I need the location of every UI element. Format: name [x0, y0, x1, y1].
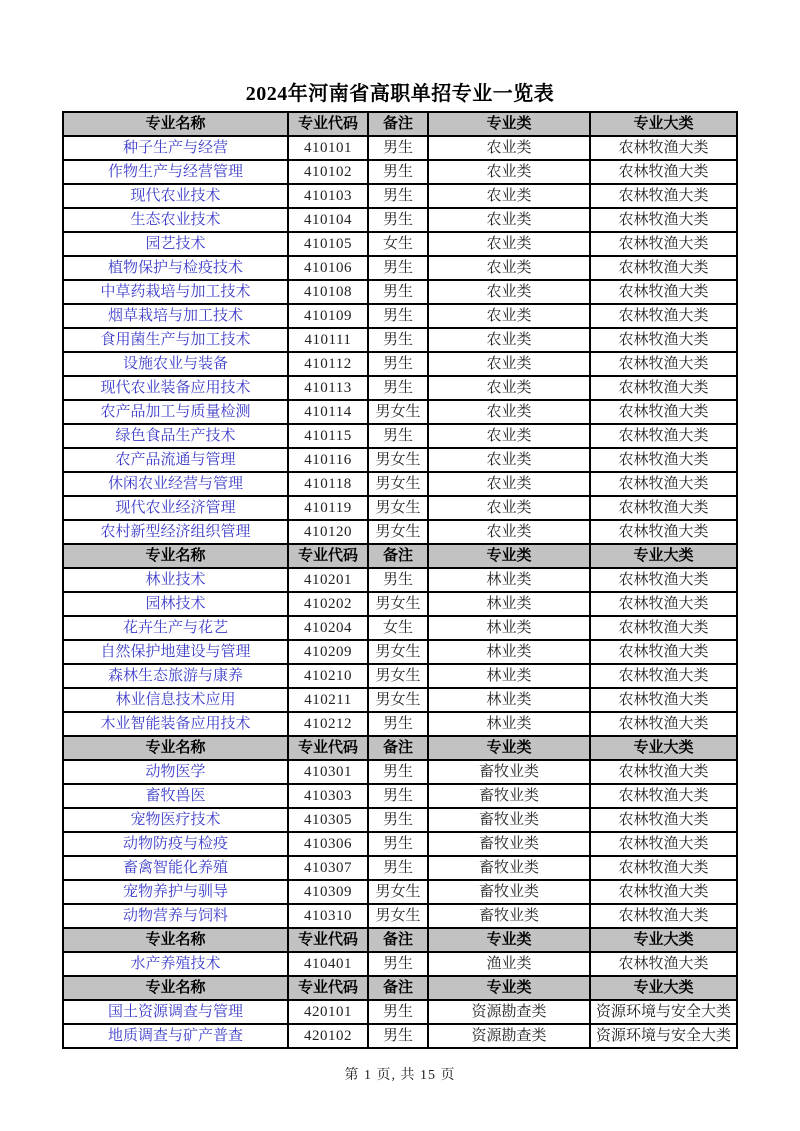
- note-cell: 男生: [368, 376, 428, 400]
- column-header-name: 专业名称: [63, 112, 288, 136]
- code-cell: 410310: [288, 904, 368, 928]
- code-cell: 420102: [288, 1024, 368, 1048]
- name-cell: 动物防疫与检疫: [63, 832, 288, 856]
- table-row: [63, 664, 737, 688]
- note-cell: 男女生: [368, 640, 428, 664]
- column-header-group: 专业大类: [590, 544, 737, 568]
- table-row: [63, 472, 737, 496]
- column-header-note: 备注: [368, 976, 428, 1000]
- group-cell: 农林牧渔大类: [590, 160, 737, 184]
- column-header-group: 专业大类: [590, 928, 737, 952]
- note-cell: 男生: [368, 208, 428, 232]
- code-cell: 410307: [288, 856, 368, 880]
- table-row: [63, 1024, 737, 1048]
- table-row: [63, 952, 737, 976]
- category-cell: 林业类: [428, 712, 590, 736]
- table-row: [63, 568, 737, 592]
- code-cell: 410101: [288, 136, 368, 160]
- code-cell: 410306: [288, 832, 368, 856]
- column-header-name: 专业名称: [63, 736, 288, 760]
- code-cell: 410118: [288, 472, 368, 496]
- category-cell: 畜牧业类: [428, 904, 590, 928]
- column-header-category: 专业类: [428, 112, 590, 136]
- code-cell: 410204: [288, 616, 368, 640]
- column-header-group: 专业大类: [590, 112, 737, 136]
- name-cell: 休闲农业经营与管理: [63, 472, 288, 496]
- name-cell: 水产养殖技术: [63, 952, 288, 976]
- note-cell: 男女生: [368, 880, 428, 904]
- code-cell: 410120: [288, 520, 368, 544]
- category-cell: 农业类: [428, 448, 590, 472]
- name-cell: 花卉生产与花艺: [63, 616, 288, 640]
- name-cell: 木业智能装备应用技术: [63, 712, 288, 736]
- table-row: [63, 376, 737, 400]
- name-cell: 作物生产与经营管理: [63, 160, 288, 184]
- group-cell: 农林牧渔大类: [590, 352, 737, 376]
- table-row: [63, 688, 737, 712]
- category-cell: 农业类: [428, 376, 590, 400]
- category-cell: 农业类: [428, 328, 590, 352]
- table-row: [63, 1000, 737, 1024]
- code-cell: 410119: [288, 496, 368, 520]
- group-cell: 资源环境与安全大类: [590, 1000, 737, 1024]
- category-cell: 资源勘查类: [428, 1000, 590, 1024]
- table-row: [63, 352, 737, 376]
- name-cell: 地质调查与矿产普查: [63, 1024, 288, 1048]
- table-row: [63, 640, 737, 664]
- code-cell: 410209: [288, 640, 368, 664]
- category-cell: 农业类: [428, 280, 590, 304]
- column-header-category: 专业类: [428, 928, 590, 952]
- group-cell: 农林牧渔大类: [590, 616, 737, 640]
- name-cell: 中草药栽培与加工技术: [63, 280, 288, 304]
- category-cell: 农业类: [428, 400, 590, 424]
- category-cell: 农业类: [428, 304, 590, 328]
- code-cell: 410115: [288, 424, 368, 448]
- note-cell: 男生: [368, 568, 428, 592]
- code-cell: 410109: [288, 304, 368, 328]
- category-cell: 畜牧业类: [428, 760, 590, 784]
- category-cell: 畜牧业类: [428, 784, 590, 808]
- category-cell: 农业类: [428, 424, 590, 448]
- column-header-note: 备注: [368, 544, 428, 568]
- code-cell: 410106: [288, 256, 368, 280]
- category-cell: 农业类: [428, 208, 590, 232]
- name-cell: 现代农业装备应用技术: [63, 376, 288, 400]
- table-row: [63, 784, 737, 808]
- name-cell: 食用菌生产与加工技术: [63, 328, 288, 352]
- code-cell: 410116: [288, 448, 368, 472]
- table-row: [63, 832, 737, 856]
- code-cell: 410202: [288, 592, 368, 616]
- code-cell: 410210: [288, 664, 368, 688]
- table-row: [63, 256, 737, 280]
- note-cell: 男生: [368, 352, 428, 376]
- note-cell: 男生: [368, 136, 428, 160]
- name-cell: 宠物养护与驯导: [63, 880, 288, 904]
- column-header-note: 备注: [368, 928, 428, 952]
- group-cell: 农林牧渔大类: [590, 712, 737, 736]
- note-cell: 女生: [368, 232, 428, 256]
- column-header-note: 备注: [368, 736, 428, 760]
- table-row: [63, 448, 737, 472]
- table-row: [63, 304, 737, 328]
- table-row: [63, 880, 737, 904]
- group-cell: 农林牧渔大类: [590, 808, 737, 832]
- group-cell: 农林牧渔大类: [590, 256, 737, 280]
- table-row: [63, 712, 737, 736]
- group-cell: 农林牧渔大类: [590, 520, 737, 544]
- note-cell: 男女生: [368, 904, 428, 928]
- name-cell: 烟草栽培与加工技术: [63, 304, 288, 328]
- category-cell: 农业类: [428, 136, 590, 160]
- group-cell: 农林牧渔大类: [590, 592, 737, 616]
- category-cell: 畜牧业类: [428, 856, 590, 880]
- group-cell: 农林牧渔大类: [590, 856, 737, 880]
- note-cell: 男生: [368, 160, 428, 184]
- column-header-code: 专业代码: [288, 112, 368, 136]
- column-header-category: 专业类: [428, 736, 590, 760]
- table-row: [63, 496, 737, 520]
- code-cell: 410211: [288, 688, 368, 712]
- note-cell: 男女生: [368, 496, 428, 520]
- category-cell: 畜牧业类: [428, 808, 590, 832]
- code-cell: 410112: [288, 352, 368, 376]
- table-header-row: [63, 736, 737, 760]
- table-row: [63, 904, 737, 928]
- name-cell: 园艺技术: [63, 232, 288, 256]
- code-cell: 410104: [288, 208, 368, 232]
- majors-table: [62, 111, 738, 1049]
- table-row: [63, 592, 737, 616]
- group-cell: 农林牧渔大类: [590, 304, 737, 328]
- note-cell: 男女生: [368, 664, 428, 688]
- table-header-row: [63, 112, 737, 136]
- name-cell: 国土资源调查与管理: [63, 1000, 288, 1024]
- code-cell: 410201: [288, 568, 368, 592]
- page-title: 2024年河南省高职单招专业一览表: [245, 83, 555, 105]
- table-row: [63, 184, 737, 208]
- column-header-category: 专业类: [428, 976, 590, 1000]
- category-cell: 农业类: [428, 496, 590, 520]
- code-cell: 410102: [288, 160, 368, 184]
- table-header-row: [63, 976, 737, 1000]
- column-header-group: 专业大类: [590, 736, 737, 760]
- name-cell: 自然保护地建设与管理: [63, 640, 288, 664]
- note-cell: 男生: [368, 856, 428, 880]
- code-cell: 420101: [288, 1000, 368, 1024]
- name-cell: 植物保护与检疫技术: [63, 256, 288, 280]
- table-row: [63, 424, 737, 448]
- group-cell: 农林牧渔大类: [590, 832, 737, 856]
- note-cell: 男女生: [368, 472, 428, 496]
- note-cell: 男生: [368, 712, 428, 736]
- table-row: [63, 400, 737, 424]
- name-cell: 畜禽智能化养殖: [63, 856, 288, 880]
- code-cell: 410103: [288, 184, 368, 208]
- column-header-category: 专业类: [428, 544, 590, 568]
- group-cell: 农林牧渔大类: [590, 400, 737, 424]
- table-row: [63, 520, 737, 544]
- column-header-note: 备注: [368, 112, 428, 136]
- note-cell: 男生: [368, 1000, 428, 1024]
- category-cell: 畜牧业类: [428, 880, 590, 904]
- table-row: [63, 160, 737, 184]
- group-cell: 农林牧渔大类: [590, 760, 737, 784]
- name-cell: 农产品加工与质量检测: [63, 400, 288, 424]
- name-cell: 宠物医疗技术: [63, 808, 288, 832]
- group-cell: 农林牧渔大类: [590, 568, 737, 592]
- group-cell: 农林牧渔大类: [590, 688, 737, 712]
- note-cell: 男生: [368, 328, 428, 352]
- category-cell: 林业类: [428, 592, 590, 616]
- category-cell: 林业类: [428, 616, 590, 640]
- note-cell: 男女生: [368, 688, 428, 712]
- note-cell: 男女生: [368, 520, 428, 544]
- column-header-name: 专业名称: [63, 976, 288, 1000]
- category-cell: 农业类: [428, 184, 590, 208]
- column-header-name: 专业名称: [63, 928, 288, 952]
- group-cell: 农林牧渔大类: [590, 328, 737, 352]
- group-cell: 农林牧渔大类: [590, 136, 737, 160]
- category-cell: 农业类: [428, 256, 590, 280]
- code-cell: 410114: [288, 400, 368, 424]
- code-cell: 410212: [288, 712, 368, 736]
- note-cell: 男生: [368, 760, 428, 784]
- note-cell: 男生: [368, 784, 428, 808]
- code-cell: 410105: [288, 232, 368, 256]
- code-cell: 410309: [288, 880, 368, 904]
- group-cell: 农林牧渔大类: [590, 952, 737, 976]
- code-cell: 410401: [288, 952, 368, 976]
- table-row: [63, 808, 737, 832]
- table-row: [63, 136, 737, 160]
- note-cell: 男女生: [368, 448, 428, 472]
- category-cell: 农业类: [428, 472, 590, 496]
- group-cell: 农林牧渔大类: [590, 376, 737, 400]
- category-cell: 林业类: [428, 568, 590, 592]
- category-cell: 林业类: [428, 664, 590, 688]
- name-cell: 农村新型经济组织管理: [63, 520, 288, 544]
- group-cell: 农林牧渔大类: [590, 784, 737, 808]
- table-row: [63, 280, 737, 304]
- name-cell: 设施农业与装备: [63, 352, 288, 376]
- table-body: [63, 112, 737, 1048]
- column-header-code: 专业代码: [288, 976, 368, 1000]
- column-header-group: 专业大类: [590, 976, 737, 1000]
- table-row: [63, 232, 737, 256]
- name-cell: 农产品流通与管理: [63, 448, 288, 472]
- category-cell: 农业类: [428, 352, 590, 376]
- table-header-row: [63, 928, 737, 952]
- code-cell: 410108: [288, 280, 368, 304]
- table-row: [63, 616, 737, 640]
- name-cell: 现代农业技术: [63, 184, 288, 208]
- category-cell: 农业类: [428, 160, 590, 184]
- name-cell: 动物医学: [63, 760, 288, 784]
- note-cell: 女生: [368, 616, 428, 640]
- category-cell: 畜牧业类: [428, 832, 590, 856]
- category-cell: 农业类: [428, 232, 590, 256]
- note-cell: 男生: [368, 184, 428, 208]
- table-row: [63, 856, 737, 880]
- group-cell: 农林牧渔大类: [590, 208, 737, 232]
- group-cell: 农林牧渔大类: [590, 184, 737, 208]
- note-cell: 男女生: [368, 592, 428, 616]
- note-cell: 男生: [368, 280, 428, 304]
- code-cell: 410113: [288, 376, 368, 400]
- column-header-code: 专业代码: [288, 928, 368, 952]
- table-row: [63, 328, 737, 352]
- code-cell: 410111: [288, 328, 368, 352]
- group-cell: 农林牧渔大类: [590, 496, 737, 520]
- name-cell: 林业信息技术应用: [63, 688, 288, 712]
- column-header-name: 专业名称: [63, 544, 288, 568]
- group-cell: 农林牧渔大类: [590, 424, 737, 448]
- note-cell: 男生: [368, 808, 428, 832]
- name-cell: 绿色食品生产技术: [63, 424, 288, 448]
- note-cell: 男生: [368, 424, 428, 448]
- note-cell: 男生: [368, 304, 428, 328]
- group-cell: 农林牧渔大类: [590, 280, 737, 304]
- category-cell: 资源勘查类: [428, 1024, 590, 1048]
- table-header-row: [63, 544, 737, 568]
- name-cell: 森林生态旅游与康养: [63, 664, 288, 688]
- group-cell: 农林牧渔大类: [590, 640, 737, 664]
- category-cell: 林业类: [428, 640, 590, 664]
- note-cell: 男女生: [368, 400, 428, 424]
- column-header-code: 专业代码: [288, 544, 368, 568]
- group-cell: 农林牧渔大类: [590, 880, 737, 904]
- note-cell: 男生: [368, 832, 428, 856]
- table-row: [63, 760, 737, 784]
- name-cell: 现代农业经济管理: [63, 496, 288, 520]
- name-cell: 动物营养与饲料: [63, 904, 288, 928]
- group-cell: 农林牧渔大类: [590, 448, 737, 472]
- group-cell: 资源环境与安全大类: [590, 1024, 737, 1048]
- name-cell: 园林技术: [63, 592, 288, 616]
- group-cell: 农林牧渔大类: [590, 232, 737, 256]
- note-cell: 男生: [368, 256, 428, 280]
- group-cell: 农林牧渔大类: [590, 904, 737, 928]
- name-cell: 畜牧兽医: [63, 784, 288, 808]
- group-cell: 农林牧渔大类: [590, 664, 737, 688]
- code-cell: 410305: [288, 808, 368, 832]
- category-cell: 林业类: [428, 688, 590, 712]
- name-cell: 林业技术: [63, 568, 288, 592]
- code-cell: 410301: [288, 760, 368, 784]
- column-header-code: 专业代码: [288, 736, 368, 760]
- name-cell: 生态农业技术: [63, 208, 288, 232]
- category-cell: 渔业类: [428, 952, 590, 976]
- note-cell: 男生: [368, 952, 428, 976]
- page-footer: 第 1 页, 共 15 页: [344, 1068, 456, 1083]
- name-cell: 种子生产与经营: [63, 136, 288, 160]
- table-row: [63, 208, 737, 232]
- group-cell: 农林牧渔大类: [590, 472, 737, 496]
- code-cell: 410303: [288, 784, 368, 808]
- note-cell: 男生: [368, 1024, 428, 1048]
- category-cell: 农业类: [428, 520, 590, 544]
